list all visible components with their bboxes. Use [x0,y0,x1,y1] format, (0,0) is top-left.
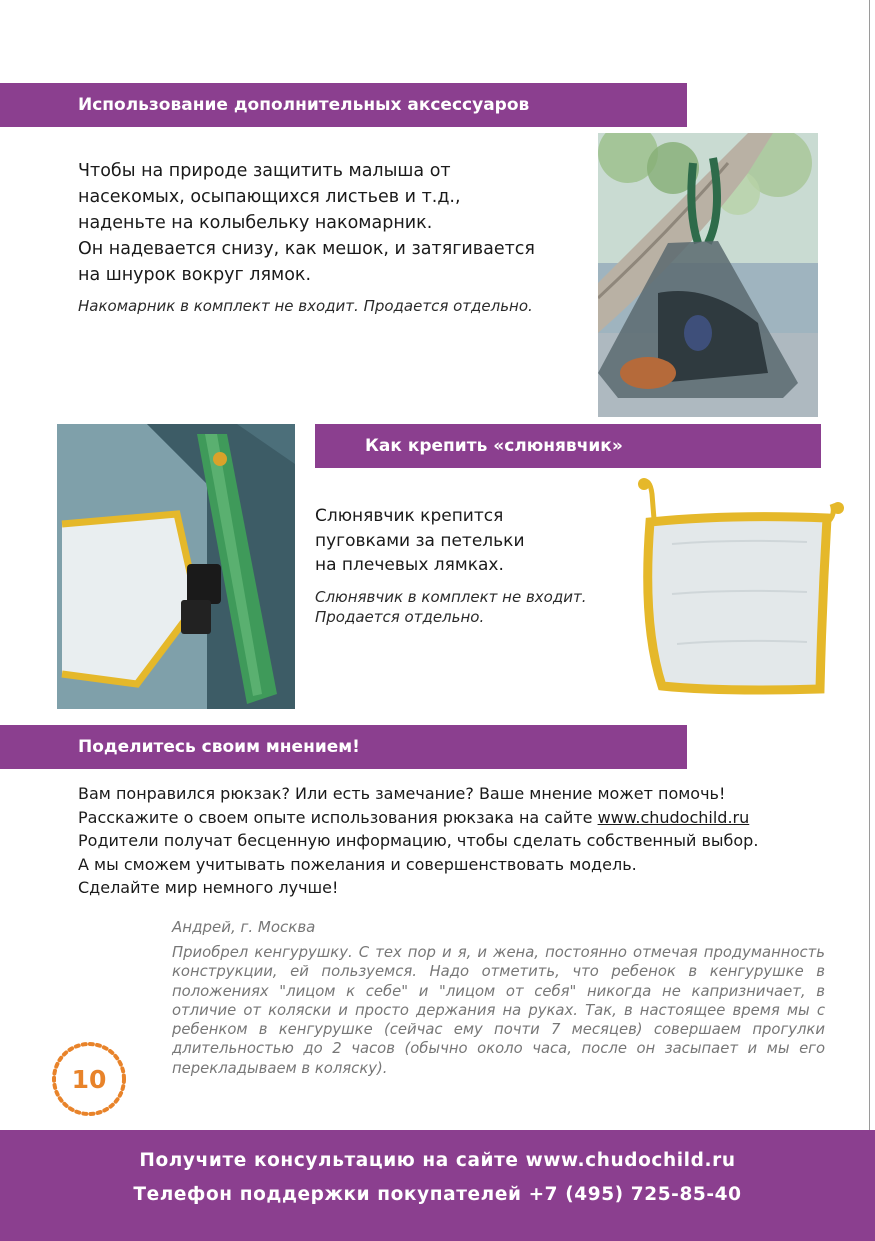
footer-website-line: Получите консультацию на сайте www.chudochild.ru [139,1150,736,1171]
footer-banner [0,1130,875,1241]
bib-photo [622,474,854,704]
mosquito-net-photo [598,133,818,417]
section-title: Использование дополнительных аксессуаров [78,95,530,115]
section-header-feedback [0,725,687,769]
review-text: Приобрел кенгурушку. С тех пор и я, и жена, постоянно отмечая продуманность конструкции, ей пользуемся. Надо отметить, что ребенок в кенгурушке в положениях "лицом к себе" и "лицом от себя" никогда не капризничает, в отличие от коляски и просто держания на руках. Так, в настоящее время мы с ребенком в кенгурушке (сейчас ему почти 7 месяцев) совершаем прогулки длительностью до 2 часов (обычно около часа, после он засыпает и мы его перекладываем в коляску). [172,944,825,1077]
section-header-accessories [0,83,687,127]
strap-buckle-photo [57,424,295,709]
site-link[interactable]: www.chudochild.ru [597,807,750,827]
section-header-bib [315,424,821,468]
feedback-paragraph: Вам понравился рюкзак? Или есть замечание? Ваше мнение может помочь! Расскажите о своем опыте использования рюкзака на сайте www.chudochild.ru Родители получат бесценную информацию, чтобы сделать собственный выбор. А мы сможем учитывать пожелания и совершенствовать модель. Сделайте мир немного лучше! [78,784,759,897]
page-number: 10 [71,1065,107,1094]
page-edge-line [869,0,870,1130]
accessories-note: Накомарник в комплект не входит. Продается отдельно. [78,297,533,315]
section-title: Как крепить «слюнявчик» [365,436,623,456]
section-title: Поделитесь своим мнением! [78,737,360,757]
review-author: Андрей, г. Москва [172,918,316,936]
page-number-badge [50,1040,128,1118]
accessories-paragraph: Чтобы на природе защитить малыша от насекомых, осыпающихся листьев и т.д., наденьте на колыбельку накомарник. Он надевается снизу, как мешок, и затягивается на шнурок вокруг лямок. [78,161,535,285]
footer-phone-line: Телефон поддержки покупателей +7 (495) 725-85-40 [133,1184,742,1205]
bib-paragraph: Слюнявчик крепится пуговками за петельки на плечевых лямках. [315,506,525,575]
bib-note: Слюнявчик в комплект не входит. Продается отдельно. [315,588,587,626]
